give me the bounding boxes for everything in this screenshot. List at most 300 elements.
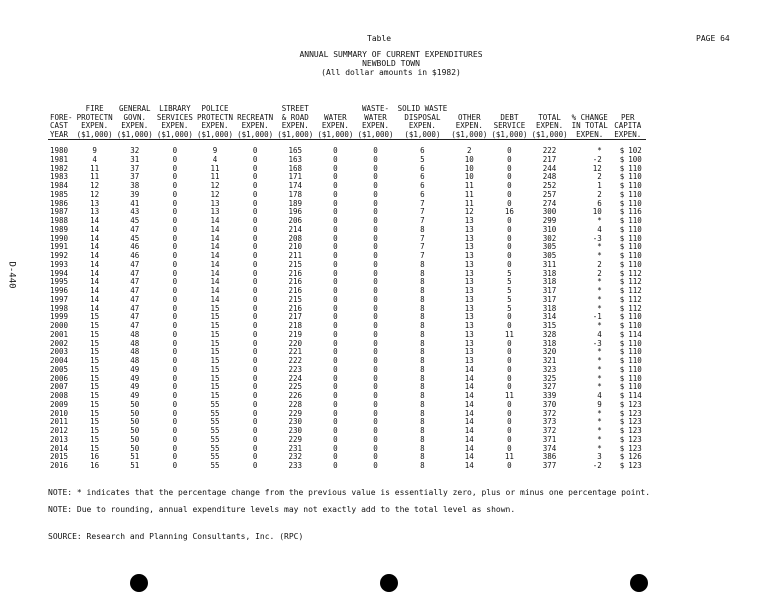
table-cell: 110 xyxy=(628,321,642,330)
column-header xyxy=(610,105,646,140)
table-cell: 0 xyxy=(373,251,378,260)
table-cell: 1994 xyxy=(50,268,69,278)
table-cell: 0 xyxy=(507,312,512,322)
table-cell: 2009 xyxy=(50,399,69,409)
table-cell: 0 xyxy=(373,172,378,182)
table-cell: 0 xyxy=(172,242,178,252)
table-cell: 9 xyxy=(92,146,97,155)
table-cell: 210 xyxy=(288,242,303,252)
table-cell: 8 xyxy=(420,259,425,269)
table-cell: 0 xyxy=(333,224,338,234)
column-header-line: IN TOTAL xyxy=(571,121,608,130)
table-cell: 110 xyxy=(628,181,642,190)
table-cell: 15 xyxy=(210,391,220,400)
table-cell: 0 xyxy=(252,216,258,225)
table-cell: 15 xyxy=(90,347,100,357)
table-cell: 178 xyxy=(288,189,303,199)
table-cell: 0 xyxy=(333,259,338,269)
table-cell: 0 xyxy=(172,461,178,470)
table-cell: 110 xyxy=(628,163,642,173)
table-cell: 114 xyxy=(628,391,642,400)
column-header-line: GOVN. xyxy=(123,112,147,122)
column-header-line: EXPEN. xyxy=(576,129,604,139)
table-cell: 0 xyxy=(172,408,178,418)
table-cell: 0 xyxy=(172,251,178,260)
table-cell: 31 xyxy=(130,154,140,164)
table-cell: 13 xyxy=(464,321,474,330)
table-cell: 0 xyxy=(507,154,512,164)
table-cell: * xyxy=(597,251,602,260)
table-cell: * xyxy=(597,242,602,252)
table-cell: 1989 xyxy=(50,224,69,234)
column-header-line: ($1,000) xyxy=(317,129,354,139)
table-cell: 50 xyxy=(130,434,140,444)
table-cell: 10 xyxy=(464,163,474,173)
table-cell: 2 xyxy=(467,146,472,155)
table-cell: 189 xyxy=(288,198,303,208)
table-cell: $ xyxy=(619,303,625,313)
table-cell: 0 xyxy=(172,338,178,348)
table-cell: 196 xyxy=(288,207,303,217)
table-cell: 15 xyxy=(90,382,100,392)
table-cell: 41 xyxy=(130,198,140,208)
table-row xyxy=(48,143,646,156)
table-cell: 13 xyxy=(464,277,474,287)
table-cell: 0 xyxy=(333,408,338,418)
table-cell: 2011 xyxy=(50,417,69,427)
table-cell: 4 xyxy=(597,391,602,400)
table-cell: 0 xyxy=(172,303,178,313)
table-cell: 7 xyxy=(420,198,425,208)
table-cell: 0 xyxy=(252,408,258,418)
table-cell: * xyxy=(597,373,602,383)
table-cell: 15 xyxy=(210,303,220,313)
table-cell: 0 xyxy=(373,242,378,252)
table-cell: 224 xyxy=(288,373,303,383)
table-cell: 0 xyxy=(172,426,178,435)
table-cell: $ xyxy=(619,207,625,217)
table-cell: * xyxy=(597,294,602,304)
table-cell: 0 xyxy=(252,417,258,427)
table-cell: 1980 xyxy=(50,146,69,155)
table-cell: 1991 xyxy=(50,242,69,252)
table-cell: 0 xyxy=(252,154,258,164)
table-cell: 0 xyxy=(172,417,178,427)
table-cell: 14 xyxy=(210,224,220,234)
table-cell: 1986 xyxy=(50,198,69,208)
table-cell: 0 xyxy=(333,312,338,322)
table-cell: 4 xyxy=(597,224,602,234)
column-header-line: ($1,000) xyxy=(451,129,488,139)
table-cell: 2001 xyxy=(50,329,69,339)
table-cell: 0 xyxy=(172,382,178,392)
table-cell: 11 xyxy=(464,198,474,208)
table-cell: 0 xyxy=(252,163,258,173)
table-cell: 0 xyxy=(507,198,512,208)
table-cell: 2 xyxy=(597,189,602,199)
punch-hole xyxy=(630,574,648,592)
table-cell: 11 xyxy=(210,163,220,173)
table-cell: 0 xyxy=(507,399,512,409)
table-cell: * xyxy=(597,364,602,374)
table-cell: 320 xyxy=(542,347,557,357)
table-cell: 211 xyxy=(288,251,303,260)
table-cell: 222 xyxy=(542,146,557,155)
table-cell: 8 xyxy=(420,373,425,383)
table-cell: 8 xyxy=(420,443,425,453)
table-cell: 114 xyxy=(628,329,642,339)
table-row xyxy=(48,462,646,471)
table-cell: 386 xyxy=(542,452,557,462)
table-cell: 51 xyxy=(130,452,140,462)
table-cell: 8 xyxy=(420,417,425,427)
table-cell: 229 xyxy=(288,434,303,444)
column-header-line: GENERAL xyxy=(118,104,151,113)
table-cell: $ xyxy=(619,391,625,400)
table-cell: * xyxy=(597,347,602,357)
table-cell: 314 xyxy=(542,312,557,322)
column-header-line: SOLID WASTE xyxy=(397,104,448,113)
table-cell: 2010 xyxy=(50,408,69,418)
table-cell: 208 xyxy=(288,233,303,243)
table-cell: 327 xyxy=(542,382,557,392)
table-cell: 49 xyxy=(130,364,140,374)
table-cell: 0 xyxy=(333,347,338,357)
table-cell: $ xyxy=(619,172,625,182)
table-cell: 15 xyxy=(90,373,100,383)
table-cell: 55 xyxy=(210,399,220,409)
table-cell: 14 xyxy=(464,417,474,427)
table-cell: 14 xyxy=(464,426,474,435)
table-cell: 274 xyxy=(542,198,557,208)
table-cell: 13 xyxy=(90,198,100,208)
table-cell: 14 xyxy=(210,268,220,278)
table-cell: 0 xyxy=(373,198,378,208)
table-cell: 43 xyxy=(130,207,140,217)
table-cell: 116 xyxy=(628,207,642,217)
table-label: Table xyxy=(367,34,392,43)
table-cell: 38 xyxy=(130,181,140,190)
column-header-line: EXPEN. xyxy=(321,121,349,130)
table-cell: 37 xyxy=(130,172,140,182)
table-cell: 0 xyxy=(373,443,378,453)
table-cell: 0 xyxy=(373,189,378,199)
column-header-line: SERVICES xyxy=(156,112,193,122)
table-cell: 110 xyxy=(628,224,642,234)
table-cell: 252 xyxy=(542,181,557,190)
table-cell: 2003 xyxy=(50,347,69,357)
note-rounding: NOTE: Due to rounding, annual expenditure levels may not exactly add to the total level as shown. xyxy=(48,505,516,514)
table-cell: 14 xyxy=(210,259,220,269)
column-header xyxy=(396,105,450,140)
table-cell: 12 xyxy=(90,181,100,190)
table-cell: 13 xyxy=(464,224,474,234)
table-cell: 46 xyxy=(130,251,140,260)
table-cell: 16 xyxy=(90,461,100,470)
table-cell: 0 xyxy=(507,347,512,357)
table-cell: 0 xyxy=(172,364,178,374)
document-title xyxy=(0,50,782,77)
table-cell: * xyxy=(597,277,602,287)
table-cell: 14 xyxy=(90,242,100,252)
table-cell: 374 xyxy=(542,443,557,453)
table-cell: 0 xyxy=(172,329,178,339)
table-cell: 11 xyxy=(464,189,474,199)
column-header-line: EXPEN. xyxy=(81,121,109,130)
table-cell: 2008 xyxy=(50,391,69,400)
table-cell: 8 xyxy=(420,277,425,287)
table-cell: 220 xyxy=(288,338,303,348)
table-cell: 0 xyxy=(252,426,258,435)
table-cell: 1999 xyxy=(50,312,69,322)
table-cell: 3 xyxy=(597,452,602,462)
table-cell: 0 xyxy=(373,417,378,427)
table-cell: 2000 xyxy=(50,321,69,330)
table-cell: $ xyxy=(619,338,625,348)
table-cell: 0 xyxy=(252,198,258,208)
page-number: PAGE 64 xyxy=(696,34,730,43)
table-cell: 0 xyxy=(507,461,512,470)
table-cell: 0 xyxy=(252,207,258,217)
table-cell: 14 xyxy=(210,233,220,243)
table-cell: 112 xyxy=(628,286,642,295)
table-cell: 305 xyxy=(542,242,557,252)
table-cell: 15 xyxy=(90,329,100,339)
table-cell: 11 xyxy=(90,163,100,173)
table-cell: 0 xyxy=(333,242,338,252)
table-cell: 5 xyxy=(507,294,512,304)
table-cell: 15 xyxy=(90,417,100,427)
table-cell: 45 xyxy=(130,233,140,243)
table-cell: 228 xyxy=(288,399,303,409)
table-cell: 13 xyxy=(464,242,474,252)
table-cell: 112 xyxy=(628,294,642,304)
table-cell: $ xyxy=(619,294,625,304)
table-cell: 14 xyxy=(210,251,220,260)
table-cell: 8 xyxy=(420,286,425,295)
table-cell: 14 xyxy=(90,224,100,234)
table-cell: * xyxy=(597,443,602,453)
table-cell: 1981 xyxy=(50,154,69,164)
table-cell: 2012 xyxy=(50,426,69,435)
side-page-label: D-440 xyxy=(6,261,17,289)
table-cell: 11 xyxy=(210,172,220,182)
table-cell: 112 xyxy=(628,277,642,287)
table-cell: 14 xyxy=(464,373,474,383)
table-cell: 100 xyxy=(628,154,642,164)
table-cell: 112 xyxy=(628,268,642,278)
table-cell: 110 xyxy=(628,198,642,208)
table-cell: 1984 xyxy=(50,181,69,190)
table-cell: 15 xyxy=(210,338,220,348)
column-header xyxy=(355,105,395,140)
table-cell: 8 xyxy=(420,303,425,313)
table-cell: 10 xyxy=(592,207,602,217)
table-cell: 0 xyxy=(172,163,178,173)
table-cell: 302 xyxy=(542,233,557,243)
table-cell: 6 xyxy=(420,172,425,182)
table-cell: 0 xyxy=(172,224,178,234)
table-cell: 0 xyxy=(507,146,512,155)
column-header-line: EXPEN. xyxy=(361,121,390,130)
table-cell: 219 xyxy=(288,329,303,339)
table-cell: 230 xyxy=(288,426,303,435)
table-cell: 0 xyxy=(507,189,512,199)
table-cell: 55 xyxy=(210,408,220,418)
source-note: SOURCE: Research and Planning Consultants, Inc. (RPC) xyxy=(48,532,304,541)
table-cell: 0 xyxy=(507,224,512,234)
table-cell: 0 xyxy=(373,364,378,374)
table-cell: 14 xyxy=(210,277,220,287)
table-cell: 47 xyxy=(130,277,140,287)
table-cell: 8 xyxy=(420,426,425,435)
column-header-line: ($1,000) xyxy=(404,129,441,139)
table-cell: 370 xyxy=(542,399,557,409)
table-cell: 0 xyxy=(252,347,258,357)
table-cell: 110 xyxy=(628,172,642,182)
table-cell: 226 xyxy=(288,391,303,400)
table-cell: 244 xyxy=(542,163,557,173)
table-cell: $ xyxy=(619,373,625,383)
column-header xyxy=(275,105,315,140)
column-header xyxy=(115,105,155,140)
table-cell: 0 xyxy=(333,163,338,173)
table-cell: 11 xyxy=(90,172,100,182)
table-cell: 15 xyxy=(210,382,220,392)
table-cell: 47 xyxy=(130,312,140,322)
table-cell: $ xyxy=(619,198,625,208)
table-cell: 46 xyxy=(130,242,140,252)
table-cell: * xyxy=(597,408,602,418)
table-cell: 15 xyxy=(90,338,100,348)
table-cell: 48 xyxy=(130,356,140,365)
column-header-line: CAST xyxy=(50,121,69,130)
title-line: ANNUAL SUMMARY OF CURRENT EXPENDITURES xyxy=(299,50,483,59)
table-cell: 11 xyxy=(504,391,514,400)
table-cell: 6 xyxy=(420,181,425,190)
table-cell: 2002 xyxy=(50,338,69,348)
note-percentage: NOTE: * indicates that the percentage change from the previous value is essentially zero, plus or minus one percentage point. xyxy=(48,488,651,497)
table-cell: 0 xyxy=(172,146,178,155)
table-cell: 123 xyxy=(628,443,642,453)
table-cell: 15 xyxy=(210,329,220,339)
table-cell: 13 xyxy=(464,286,474,295)
table-cell: 47 xyxy=(130,268,140,278)
table-cell: 8 xyxy=(420,224,425,234)
table-cell: 15 xyxy=(90,426,100,435)
table-cell: 15 xyxy=(90,321,100,330)
table-cell: 0 xyxy=(333,181,338,190)
table-cell: 0 xyxy=(172,294,178,304)
table-cell: * xyxy=(597,146,602,155)
table-cell: 0 xyxy=(373,181,378,190)
table-cell: 0 xyxy=(252,224,258,234)
table-cell: 0 xyxy=(333,294,338,304)
table-cell: 15 xyxy=(90,364,100,374)
table-cell: * xyxy=(597,303,602,313)
table-cell: 39 xyxy=(130,189,140,199)
table-cell: 49 xyxy=(130,382,140,392)
table-cell: 12 xyxy=(464,207,474,217)
table-cell: 218 xyxy=(288,321,303,330)
table-cell: 0 xyxy=(172,198,178,208)
table-cell: $ xyxy=(619,329,625,339)
table-cell: 0 xyxy=(373,294,378,304)
table-cell: 0 xyxy=(333,251,338,260)
table-cell: 0 xyxy=(333,434,338,444)
table-cell: 0 xyxy=(172,233,178,243)
table-cell: 0 xyxy=(373,321,378,330)
table-cell: 217 xyxy=(288,312,303,322)
table-cell: 13 xyxy=(464,259,474,269)
table-cell: 0 xyxy=(333,146,338,155)
table-cell: 15 xyxy=(210,373,220,383)
table-cell: 0 xyxy=(252,294,258,304)
table-cell: 110 xyxy=(628,259,642,269)
table-cell: 0 xyxy=(252,303,258,313)
table-cell: 0 xyxy=(172,321,178,330)
table-cell: 48 xyxy=(130,329,140,339)
table-cell: 0 xyxy=(373,303,378,313)
table-cell: $ xyxy=(619,216,625,225)
table-cell: 229 xyxy=(288,408,303,418)
table-cell: 0 xyxy=(333,286,338,295)
table-cell: 373 xyxy=(542,417,557,427)
table-cell: 50 xyxy=(130,417,140,427)
table-cell: 14 xyxy=(210,216,220,225)
table-cell: 305 xyxy=(542,251,557,260)
table-cell: 110 xyxy=(628,216,642,225)
table-cell: 12 xyxy=(210,189,220,199)
table-header-row xyxy=(48,105,646,140)
table-cell: 371 xyxy=(542,434,557,444)
table-cell: 12 xyxy=(210,181,220,190)
table-cell: 48 xyxy=(130,338,140,348)
title-line: NEWBOLD TOWN xyxy=(362,59,420,68)
table-cell: 8 xyxy=(420,347,425,357)
table-cell: 233 xyxy=(288,461,303,470)
table-cell: 231 xyxy=(288,443,303,453)
table-cell: 14 xyxy=(464,461,474,470)
column-header-line: RECREATN xyxy=(237,112,274,122)
table-cell: 0 xyxy=(172,216,178,225)
table-cell: 0 xyxy=(373,146,378,155)
table-cell: 0 xyxy=(333,391,338,400)
table-cell: 0 xyxy=(373,329,378,339)
table-cell: $ xyxy=(619,154,625,164)
table-cell: 0 xyxy=(507,259,512,269)
table-cell: 0 xyxy=(172,277,178,287)
table-cell: $ xyxy=(619,452,625,462)
table-cell: 123 xyxy=(628,417,642,427)
table-cell: 5 xyxy=(507,277,512,287)
table-cell: 0 xyxy=(373,277,378,287)
column-header-line: EXPEN. xyxy=(121,121,149,130)
table-cell: 216 xyxy=(288,303,303,313)
table-cell: 8 xyxy=(420,391,425,400)
table-cell: 1998 xyxy=(50,303,69,313)
table-cell: 0 xyxy=(507,242,512,252)
table-cell: 0 xyxy=(172,443,178,453)
table-cell: 1990 xyxy=(50,233,69,243)
table-cell: 14 xyxy=(90,216,100,225)
table-cell: 0 xyxy=(333,189,338,199)
table-cell: 1996 xyxy=(50,286,69,295)
table-cell: $ xyxy=(619,277,625,287)
table-cell: 5 xyxy=(420,154,425,164)
column-header-line: EXPEN. xyxy=(241,121,269,130)
table-cell: 2006 xyxy=(50,373,69,383)
